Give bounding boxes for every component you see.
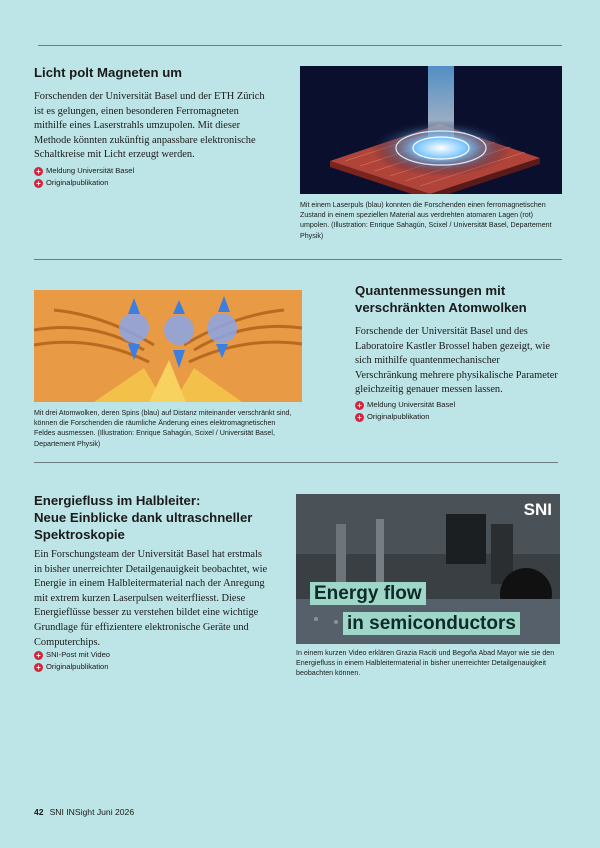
publication-name: SNI INSight Juni 2026 xyxy=(49,807,135,817)
article2-headline: Quantenmessungen mit verschränkten Atomwolken xyxy=(355,283,527,315)
article2-caption: Mit drei Atomwolken, deren Spins (blau) auf Distanz miteinander verschränkt sind, können die Forschenden die räumliche Änderung eines elektromagnetischen Feldes ausmessen. (Illustration: Enrique Sahagún, Scixel / Universität Basel, Departement Physik) xyxy=(34,409,292,448)
article1-link-publication[interactable]: + Originalpublikation xyxy=(34,177,134,189)
atom-clouds-illustration xyxy=(34,290,302,402)
article3-links xyxy=(34,649,110,673)
article3-caption: In einem kurzen Video erklären Grazia Raciti und Begoña Abad Mayor wie sie den Energiefluss in einem Halbleitermaterial in bisher unerreichter Detailgenauigkeit beobachten können. xyxy=(296,649,555,678)
plus-icon: + xyxy=(34,651,43,660)
article3-headline: Energiefluss im Halbleiter: Neue Einblicke dank ultraschneller Spektroskopie xyxy=(34,493,253,542)
energy-flow-video-thumbnail[interactable] xyxy=(296,494,560,644)
top-divider xyxy=(38,45,562,46)
plus-icon: + xyxy=(34,663,43,672)
article2-links xyxy=(355,399,455,423)
plus-icon: + xyxy=(34,179,43,188)
article2-link-news[interactable]: + Meldung Universität Basel xyxy=(355,399,455,411)
divider-1 xyxy=(34,259,562,260)
article1-body: Forschenden der Universität Basel und der ETH Zürich ist es gelungen, einen besonderen Ferromagneten mithilfe eines Laserstrahls umzupolen. Mit dieser Methode könnten zukünftig anpassbare elektronische Schaltkreise mit Licht erzeugt werden. xyxy=(34,91,265,161)
article1-headline: Licht polt Magneten um xyxy=(34,65,182,80)
article2-link-publication[interactable]: + Originalpublikation xyxy=(355,411,455,423)
video-title-line1: Energy flow xyxy=(310,582,426,605)
article1-caption: Mit einem Laserpuls (blau) konnten die Forschenden einen ferromagnetischen Zustand in einem speziellen Material aus verdrehten atomaren Lagen (rot) umpolen. (Illustration: Enrique Sahagún, Scixel / Universität Basel, Departement Physik) xyxy=(300,201,552,240)
laser-magnet-illustration xyxy=(300,66,562,194)
article1-links xyxy=(34,165,134,189)
video-title-line2: in semiconductors xyxy=(343,612,520,635)
page-number: 42 xyxy=(34,807,44,817)
article3-body: Ein Forschungsteam der Universität Basel hat erstmals in bisher unerreichter Detailgenauigkeit beobachtet, wie Energie in einem Halbleitermaterial nach der Anregung mit extrem kurzen Laserpulsen weiterfliesst. Diese Energieflüsse besser zu verstehen bildet eine wichtige Grundlage für effizientere elektronische Geräte und Computerchips. xyxy=(34,549,268,648)
article2-body: Forschende der Universität Basel und des Laboratoire Kastler Brossel haben gezeigt, wie sich mithilfe quantenmechanischer Verschränkung mehrere physikalische Parameter gleichzeitig genauer messen lassen. xyxy=(355,326,558,396)
plus-icon: + xyxy=(34,167,43,176)
page-footer xyxy=(34,807,134,817)
article3-link-publication[interactable]: + Originalpublikation xyxy=(34,661,110,673)
sni-logo: SNI xyxy=(523,500,552,519)
plus-icon: + xyxy=(355,413,364,422)
plus-icon: + xyxy=(355,401,364,410)
divider-2 xyxy=(34,462,558,463)
article1-link-news[interactable]: + Meldung Universität Basel xyxy=(34,165,134,177)
article3-link-sni-post[interactable]: + SNI-Post mit Video xyxy=(34,649,110,661)
